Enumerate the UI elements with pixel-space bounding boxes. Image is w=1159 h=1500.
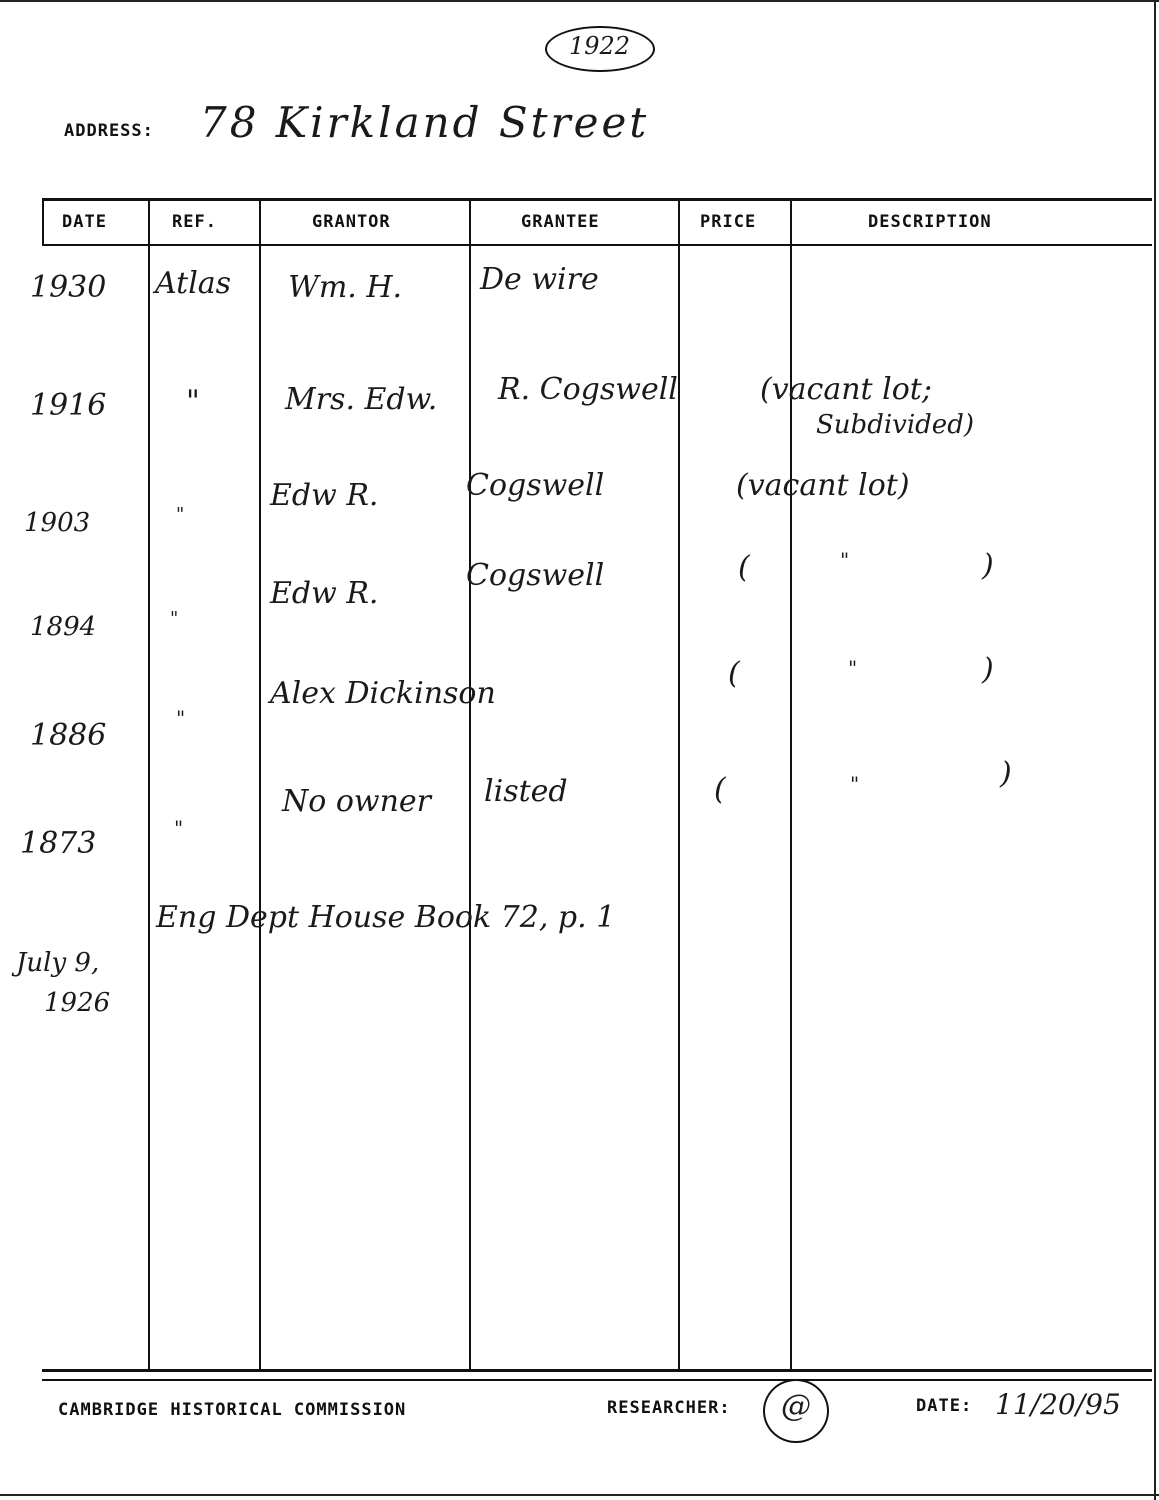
- col-divider-date: [42, 200, 44, 246]
- year-stamp-text: 1922: [569, 32, 631, 60]
- row-1894-ref: ": [170, 608, 179, 629]
- col-header-grantee: GRANTEE: [521, 212, 600, 232]
- row-1930-grantee: De wire: [480, 262, 599, 297]
- row-1903-description: (vacant lot): [736, 468, 910, 503]
- row-1926-date: July 9,: [16, 948, 100, 978]
- row-1894-price: (: [738, 550, 750, 585]
- row-1886-grantor: Alex Dickinson: [270, 676, 496, 711]
- year-stamp: [545, 26, 655, 72]
- row-1886-price: (: [728, 656, 740, 691]
- row-1916-date: 1916: [30, 388, 107, 423]
- row-1916-ref: ": [186, 384, 200, 419]
- row-1894-grantee: Cogswell: [466, 558, 605, 593]
- footer-organization: CAMBRIDGE HISTORICAL COMMISSION: [58, 1400, 407, 1420]
- row-1903-date: 1903: [24, 508, 91, 538]
- row-1894-description-close: ): [982, 548, 994, 583]
- row-1930-ref: Atlas: [155, 266, 232, 301]
- row-1873-date: 1873: [20, 826, 97, 861]
- col-divider-ref: [148, 200, 150, 1372]
- row-1873-description-close: ): [1000, 756, 1012, 791]
- row-1930-date: 1930: [30, 270, 107, 305]
- col-divider-price: [678, 200, 680, 1372]
- row-1886-ref: ": [176, 706, 186, 730]
- col-header-ref: REF.: [172, 212, 217, 232]
- row-1886-description: ": [848, 656, 858, 680]
- table-bottom-rule: [42, 1369, 1152, 1372]
- row-1894-date: 1894: [30, 612, 97, 642]
- col-header-date: DATE: [62, 212, 107, 232]
- researcher-mark: [763, 1379, 829, 1443]
- researcher-value: @: [781, 1389, 811, 1424]
- row-1916-description-line2: Subdivided): [816, 410, 974, 440]
- address-label: ADDRESS:: [64, 121, 154, 141]
- table-top-rule: [42, 198, 1152, 201]
- page-edge-bottom: [0, 1494, 1159, 1496]
- row-1916-grantee: R. Cogswell: [498, 372, 678, 407]
- footer-rule: [42, 1379, 1152, 1381]
- row-1886-description-close: ): [982, 652, 994, 687]
- row-1903-grantee: Cogswell: [466, 468, 605, 503]
- table-header-rule: [42, 244, 1152, 246]
- col-header-description: DESCRIPTION: [868, 212, 992, 232]
- row-1873-price: (: [714, 772, 726, 807]
- researcher-label: RESEARCHER:: [607, 1398, 731, 1418]
- page-edge-right: [1154, 0, 1156, 1500]
- row-1926-date-line2: 1926: [44, 988, 111, 1018]
- row-1926-ref: Eng Dept House Book 72, p. 1: [156, 900, 616, 935]
- col-header-price: PRICE: [700, 212, 757, 232]
- row-1873-ref: ": [174, 816, 184, 840]
- row-1903-ref: ": [176, 504, 185, 525]
- row-1873-grantor: No owner: [282, 784, 432, 819]
- row-1873-grantee: listed: [484, 774, 568, 809]
- page-edge-top: [0, 0, 1159, 2]
- row-1903-grantor: Edw R.: [270, 478, 379, 513]
- col-divider-grantee: [469, 200, 471, 1372]
- footer-date-value: 11/20/95: [995, 1388, 1121, 1421]
- row-1886-date: 1886: [30, 718, 107, 753]
- row-1894-grantor: Edw R.: [270, 576, 379, 611]
- row-1916-description: (vacant lot;: [760, 372, 932, 407]
- col-divider-grantor: [259, 200, 261, 1372]
- footer-date-label: DATE:: [916, 1396, 973, 1416]
- row-1916-grantor: Mrs. Edw.: [285, 382, 438, 417]
- address-value: 78 Kirkland Street: [200, 98, 650, 147]
- col-header-grantor: GRANTOR: [312, 212, 391, 232]
- row-1894-description: ": [840, 548, 850, 572]
- row-1873-description: ": [850, 772, 860, 796]
- row-1930-grantor: Wm. H.: [288, 270, 403, 305]
